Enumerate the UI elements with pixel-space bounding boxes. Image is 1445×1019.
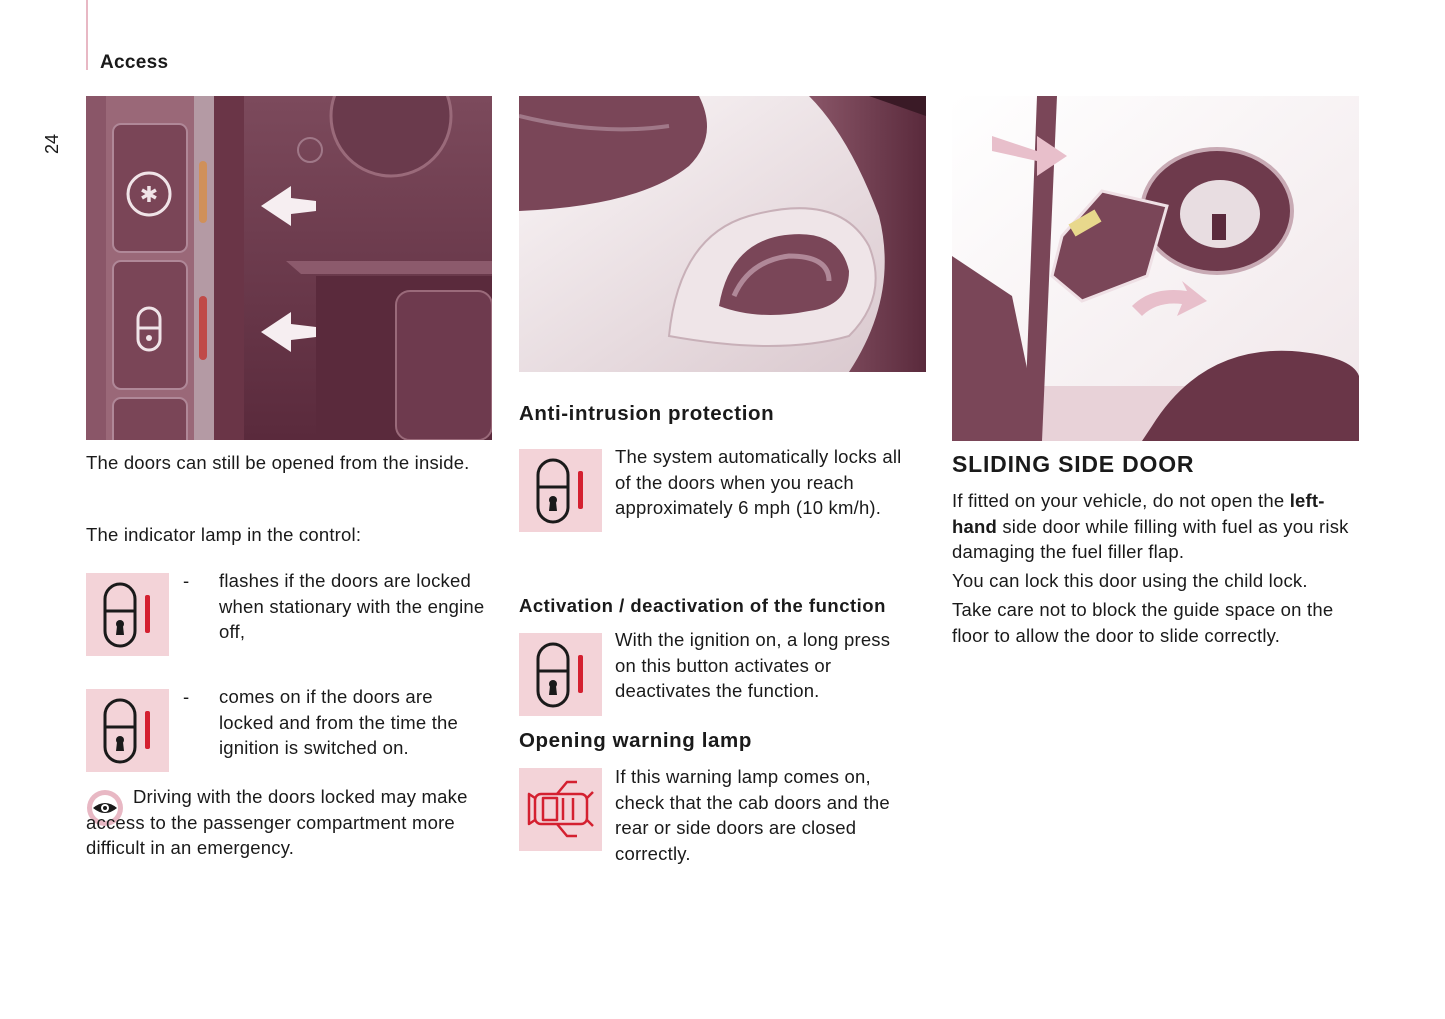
- anti-intrusion-text: The system automatically locks all of the doors when you reach approximately 6 mph (10 km/h).: [615, 446, 902, 518]
- left-hand-emphasis: left-hand: [952, 490, 1325, 537]
- page-number: 24: [42, 133, 62, 155]
- anti-intrusion-heading: Anti-intrusion protection: [519, 402, 775, 425]
- car-doors-open-icon: [519, 768, 602, 851]
- door-lock-icon: [86, 573, 169, 656]
- door-lock-icon: [519, 449, 602, 532]
- sliding-door-p3: Take care not to block the guide space on the floor to allow the door to slide correctly.: [952, 599, 1334, 646]
- item-text: flashes if the doors are locked when stationary with the engine off,: [219, 570, 485, 642]
- activation-heading: Activation / deactivation of the function: [519, 595, 886, 616]
- margin-rule: [86, 0, 88, 70]
- door-lock-icon: [519, 633, 602, 716]
- doors-caption: The doors can still be opened from the inside.: [86, 452, 470, 473]
- indicator-intro: The indicator lamp in the control:: [86, 524, 362, 545]
- sliding-door-photo: [952, 96, 1359, 441]
- door-handle-photo: [519, 96, 926, 372]
- activation-text: With the ignition on, a long press on this button activates or deactivates the function.: [615, 629, 891, 701]
- section-title: Access: [100, 52, 169, 73]
- door-lock-icon: [86, 689, 169, 772]
- item-dash: -: [183, 686, 190, 707]
- sliding-door-heading: SLIDING SIDE DOOR: [952, 451, 1195, 477]
- door-control-photo: [86, 96, 492, 440]
- svg-text:✱: ✱: [139, 183, 159, 208]
- item-dash: -: [183, 570, 190, 591]
- opening-lamp-text: If this warning lamp comes on, check that the cab doors and the rear or side doors are closed correctly.: [615, 766, 890, 864]
- warning-text: Driving with the doors locked may make access to the passenger compartment more difficult in an emergency.: [86, 786, 468, 858]
- opening-lamp-heading: Opening warning lamp: [519, 729, 752, 752]
- sliding-door-p1: If fitted on your vehicle, do not open the left-hand side door while filling with fuel as you risk damaging the fuel filler flap.: [952, 490, 1349, 562]
- sliding-door-p2: You can lock this door using the child lock.: [952, 570, 1308, 591]
- item-text: comes on if the doors are locked and from the time the ignition is switched on.: [219, 686, 459, 758]
